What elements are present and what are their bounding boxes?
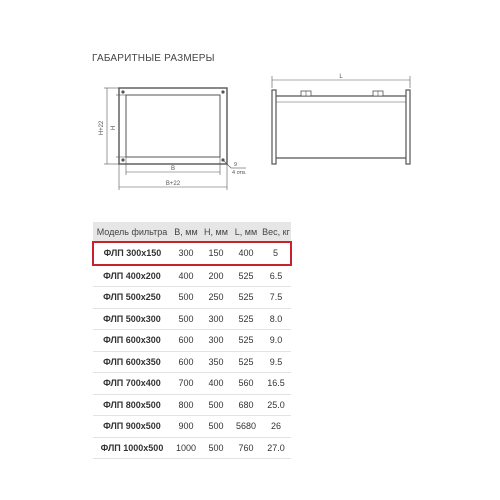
- cell-l: 525: [231, 265, 261, 287]
- cell-model: ФЛП 900x500: [93, 416, 171, 438]
- dim-l-label: L: [339, 74, 343, 80]
- side-view-drawing: [272, 76, 410, 164]
- cell-h: 400: [201, 373, 231, 395]
- cell-model: ФЛП 700x400: [93, 373, 171, 395]
- col-header-model: Модель фильтра: [93, 222, 171, 242]
- dim-b-label: B: [170, 166, 176, 172]
- cell-model: ФЛП 1000x500: [93, 437, 171, 459]
- cell-weight: 7.5: [261, 287, 291, 309]
- cell-b: 600: [171, 330, 201, 352]
- cell-weight: 9.5: [261, 351, 291, 373]
- cell-model: ФЛП 600x350: [93, 351, 171, 373]
- dim-h22-label: H+22: [99, 120, 105, 136]
- cell-b: 1000: [171, 437, 201, 459]
- cell-b: 700: [171, 373, 201, 395]
- cell-model: ФЛП 500x300: [93, 308, 171, 330]
- cell-b: 600: [171, 351, 201, 373]
- table-row: [93, 287, 291, 309]
- cell-b: 500: [171, 308, 201, 330]
- col-header-weight: Вес, кг: [261, 222, 291, 242]
- cell-weight: 8.0: [261, 308, 291, 330]
- cell-weight: 16.5: [261, 373, 291, 395]
- dim-b22-label: B+22: [165, 181, 181, 187]
- hole-count-label: 4 отв.: [232, 170, 247, 176]
- cell-l: 525: [231, 330, 261, 352]
- cell-model: ФЛП 800x500: [93, 394, 171, 416]
- cell-b: 500: [171, 287, 201, 309]
- filter-dimensions-table: [92, 222, 292, 459]
- cell-h: 500: [201, 437, 231, 459]
- col-header-l: L, мм: [231, 222, 261, 242]
- cell-l: 5680: [231, 416, 261, 438]
- cell-weight: 9.0: [261, 330, 291, 352]
- hole-diameter-label: 9: [234, 162, 238, 168]
- cell-b: 800: [171, 394, 201, 416]
- table-row: [93, 265, 291, 287]
- table-row: [93, 373, 291, 395]
- cell-h: 300: [201, 330, 231, 352]
- cell-h: 300: [201, 308, 231, 330]
- cell-l: 760: [231, 437, 261, 459]
- cell-h: 350: [201, 351, 231, 373]
- col-header-h: H, мм: [201, 222, 231, 242]
- cell-l: 560: [231, 373, 261, 395]
- table-row: [93, 394, 291, 416]
- cell-l: 525: [231, 351, 261, 373]
- front-view-drawing: [104, 88, 246, 190]
- table-row-highlighted: [93, 242, 291, 265]
- cell-model: ФЛП 500x250: [93, 287, 171, 309]
- page-title: ГАБАРИТНЫЕ РАЗМЕРЫ: [92, 53, 215, 64]
- cell-weight: 25.0: [261, 394, 291, 416]
- cell-model: ФЛП 600x300: [93, 330, 171, 352]
- table-header-row: [93, 222, 291, 242]
- cell-h: 200: [201, 265, 231, 287]
- cell-model: ФЛП 400x200: [93, 265, 171, 287]
- table-row: [93, 437, 291, 459]
- cell-weight: 5: [261, 242, 291, 265]
- cell-model: ФЛП 300x150: [93, 242, 171, 265]
- cell-l: 680: [231, 394, 261, 416]
- table-row: [93, 308, 291, 330]
- cell-l: 525: [231, 308, 261, 330]
- cell-h: 500: [201, 416, 231, 438]
- table-row: [93, 330, 291, 352]
- cell-b: 300: [171, 242, 201, 265]
- table-row: [93, 416, 291, 438]
- cell-h: 250: [201, 287, 231, 309]
- cell-weight: 27.0: [261, 437, 291, 459]
- cell-b: 900: [171, 416, 201, 438]
- cell-l: 525: [231, 287, 261, 309]
- cell-h: 150: [201, 242, 231, 265]
- cell-l: 400: [231, 242, 261, 265]
- table-row: [93, 351, 291, 373]
- cell-weight: 6.5: [261, 265, 291, 287]
- col-header-b: B, мм: [171, 222, 201, 242]
- cell-weight: 26: [261, 416, 291, 438]
- cell-b: 400: [171, 265, 201, 287]
- dim-h-label: H: [111, 125, 117, 131]
- cell-h: 500: [201, 394, 231, 416]
